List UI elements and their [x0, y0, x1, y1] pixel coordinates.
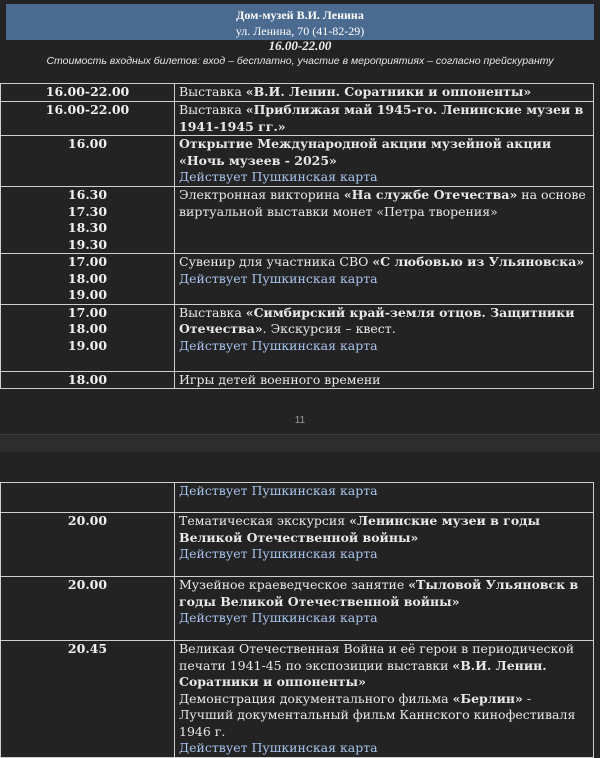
event-description	[175, 187, 594, 254]
schedule-row	[1, 641, 594, 758]
page-12	[0, 452, 600, 753]
page-break	[0, 434, 600, 454]
event-time: 20.00	[67, 577, 108, 592]
schedule-row	[1, 136, 594, 187]
pushkin-card-note: Действует Пушкинская карта	[179, 270, 378, 286]
event-time: 19.00	[67, 337, 108, 353]
event-title: «На службе Отечества»	[343, 187, 518, 202]
opening-hours: 16.00-22.00	[268, 38, 332, 53]
pushkin-card-note: Действует Пушкинская карта	[179, 546, 378, 561]
event-time-cell	[1, 187, 175, 254]
event-description	[175, 371, 594, 389]
event-time: 20.45	[67, 641, 108, 656]
museum-address: ул. Ленина, 70 (41-82-29)	[235, 24, 365, 38]
event-title: «Тыловой Ульяновск в годы Великой Отечественной войны»	[179, 577, 579, 609]
pushkin-card-note: Действует Пушкинская карта	[179, 169, 378, 184]
event-text: Выставка	[179, 84, 246, 99]
event-time: 19.30	[67, 236, 108, 252]
schedule-row	[1, 304, 594, 371]
event-title: «В.И. Ленин. Соратники и оппоненты»	[245, 84, 532, 99]
pushkin-card-note: Действует Пушкинская карта	[179, 337, 378, 353]
event-time: 18.00	[67, 270, 108, 286]
event-time: 19.00	[67, 287, 108, 302]
schedule-row	[1, 102, 594, 136]
page-number: 11	[294, 415, 306, 426]
schedule-row	[1, 371, 594, 389]
event-time: 17.30	[67, 203, 108, 219]
event-title: «В.И. Ленин. Соратники и оппоненты»	[179, 657, 547, 689]
event-title: Открытие Международной акции музейной акции «Ночь музеев - 2025»	[179, 136, 552, 168]
event-text: . Экскурсия – квест.	[262, 321, 396, 336]
event-text: Электронная викторина	[179, 187, 344, 202]
event-time: 18.00	[67, 371, 108, 387]
event-text: Великая Отечественная Война и её герои в периодической печати 1941-45 по экспозиции выставки	[179, 641, 575, 673]
event-description	[175, 254, 594, 305]
event-description	[175, 102, 594, 136]
event-title: «Ленинские музеи в годы Великой Отечественной войны»	[179, 513, 541, 545]
event-description	[175, 84, 594, 102]
schedule-table-2	[0, 482, 594, 758]
event-time-cell	[1, 102, 175, 136]
event-time: 16.00-22.00	[45, 102, 130, 117]
pushkin-card-note: Действует Пушкинская карта	[179, 483, 378, 498]
event-description	[175, 483, 594, 513]
price-note: Стоимость входных билетов: вход – бесплатно, участие в мероприятиях – согласно прейскуранту	[46, 55, 554, 67]
event-time: 18.00	[67, 321, 108, 336]
event-title: «Берлин»	[452, 690, 523, 706]
event-text: Игры детей военного времени	[179, 371, 381, 387]
event-text: на основе виртуальной выставки монет «Петра творения»	[179, 187, 586, 219]
schedule-row	[1, 254, 594, 305]
event-time: 16.00-22.00	[45, 84, 130, 99]
museum-title: Дом-музей В.И. Ленина	[236, 8, 364, 22]
event-time: 17.00	[67, 254, 108, 269]
pushkin-card-note: Действует Пушкинская карта	[179, 740, 378, 755]
event-title: «Симбирский край-земля отцов. Защитники Отечества»	[179, 304, 575, 336]
event-description	[175, 513, 594, 577]
event-text: Сувенир для участника СВО	[179, 254, 373, 269]
event-time-cell	[1, 577, 175, 641]
event-time-cell	[1, 136, 175, 187]
event-time: 20.00	[67, 513, 108, 528]
event-title: «Приближая май 1945-го. Ленинские музеи в 1941-1945 гг.»	[179, 102, 584, 134]
schedule-row	[1, 483, 594, 513]
event-time-cell	[1, 304, 175, 371]
event-title: «С любовью из Ульяновска»	[372, 254, 585, 269]
schedule-row	[1, 187, 594, 254]
event-description	[175, 136, 594, 187]
event-time-cell	[1, 641, 175, 758]
event-time-cell	[1, 371, 175, 389]
event-time-cell	[1, 513, 175, 577]
event-time-cell	[1, 254, 175, 305]
museum-header	[6, 4, 594, 40]
schedule-row	[1, 513, 594, 577]
event-text: Музейное краеведческое занятие	[179, 577, 409, 592]
event-text: Выставка	[179, 102, 246, 117]
event-time-cell	[1, 483, 175, 513]
event-text: Выставка	[179, 304, 246, 320]
event-text: Тематическая экскурсия	[179, 513, 350, 528]
event-time: 17.00	[67, 304, 108, 320]
event-time: 16.00	[67, 136, 108, 151]
schedule-row	[1, 577, 594, 641]
event-description	[175, 577, 594, 641]
event-text: - Лучший документальный фильм Каннского кинофестиваля 1946 г.	[179, 690, 576, 739]
event-description	[175, 304, 594, 371]
schedule-table-1	[0, 83, 594, 389]
event-description	[175, 641, 594, 758]
event-time-cell	[1, 84, 175, 102]
event-time: 18.30	[67, 220, 108, 235]
event-time: 16.30	[67, 187, 108, 202]
pushkin-card-note: Действует Пушкинская карта	[179, 610, 378, 625]
schedule-row	[1, 84, 594, 102]
event-text: Демонстрация документального фильма	[179, 690, 453, 706]
